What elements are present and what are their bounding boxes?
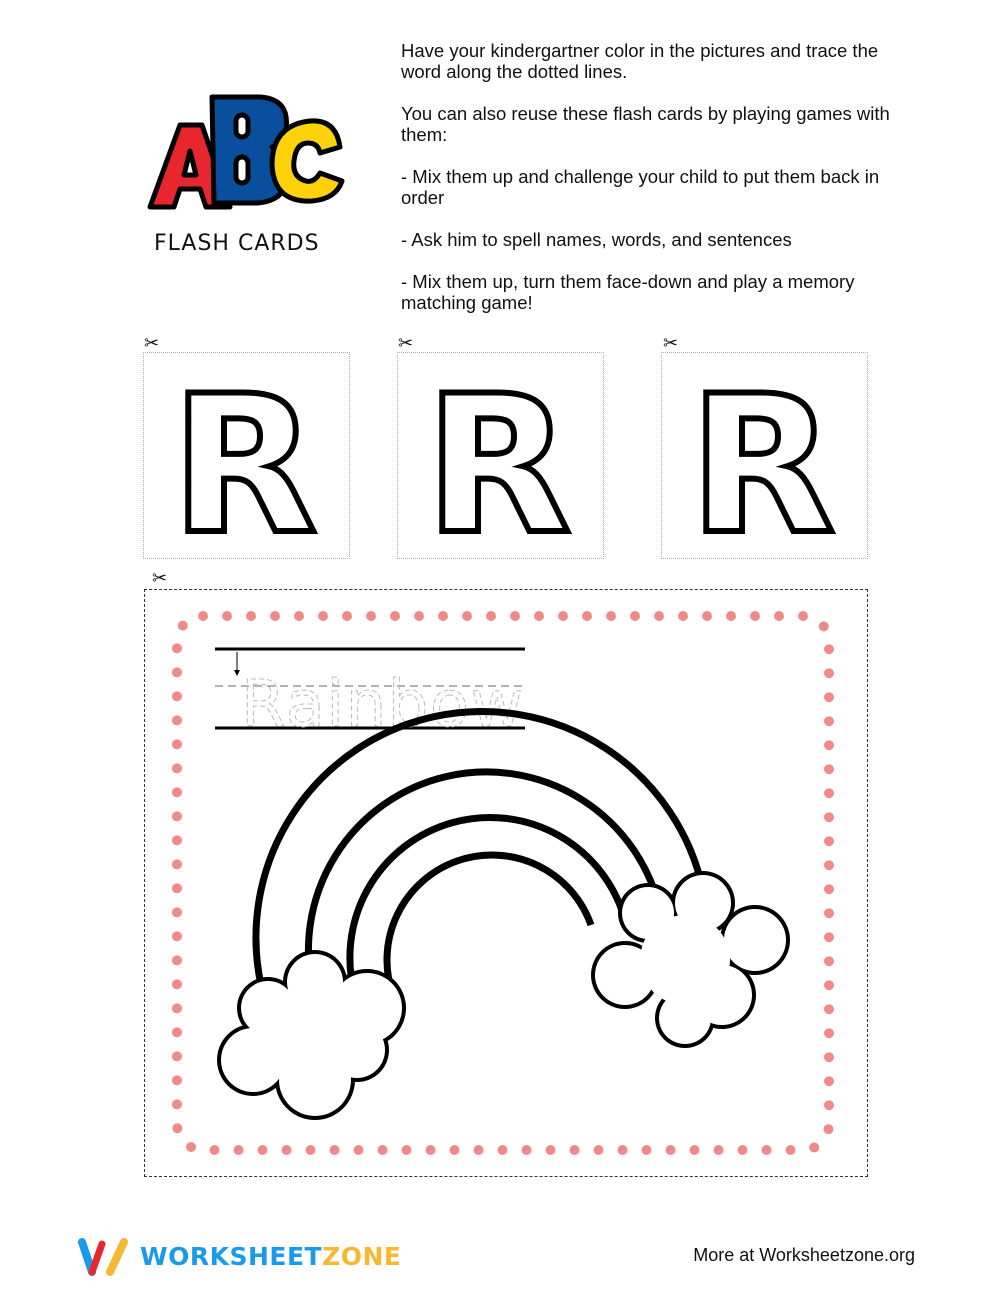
instructions <box>401 40 921 334</box>
worksheetzone-brand[interactable] <box>140 1242 401 1271</box>
letter-card <box>397 352 604 559</box>
scissors-icon: ✂ <box>144 333 160 353</box>
instruction-text: - Mix them up, turn them face-down and play a memory matching game! <box>401 271 855 313</box>
logo-subtitle: FLASH CARDS <box>154 231 320 256</box>
scissors-icon: ✂ <box>663 333 679 353</box>
scissors-icon: ✂ <box>152 568 168 588</box>
brand-text: WORKSHEET <box>140 1242 323 1271</box>
abc-logo <box>140 85 360 265</box>
trace-word: Rainbow <box>241 668 523 742</box>
cloud-left <box>217 950 406 1120</box>
card-letter: R <box>170 355 318 558</box>
scissors-icon: ✂ <box>398 333 414 353</box>
card-letter: R <box>688 355 836 558</box>
worksheetzone-logo-icon <box>76 1236 132 1283</box>
letter-card <box>661 352 868 559</box>
tracing-lines <box>215 649 525 742</box>
abc-letters-graphic <box>150 97 342 207</box>
brand-text: ZONE <box>322 1242 402 1271</box>
instruction-text: - Mix them up and challenge your child to put them back in order <box>401 166 880 208</box>
cloud-right <box>591 871 790 1048</box>
card-letter: R <box>424 355 572 558</box>
instruction-text: You can also reuse these flash cards by playing games with them: <box>401 103 890 145</box>
instruction-text: Have your kindergartner color in the pictures and trace the word along the dotted lines. <box>401 40 879 82</box>
instruction-text: - Ask him to spell names, words, and sentences <box>401 229 792 250</box>
letter-card <box>143 352 350 559</box>
picture-card <box>144 589 868 1177</box>
more-link[interactable]: More at Worksheetzone.org <box>693 1245 915 1265</box>
